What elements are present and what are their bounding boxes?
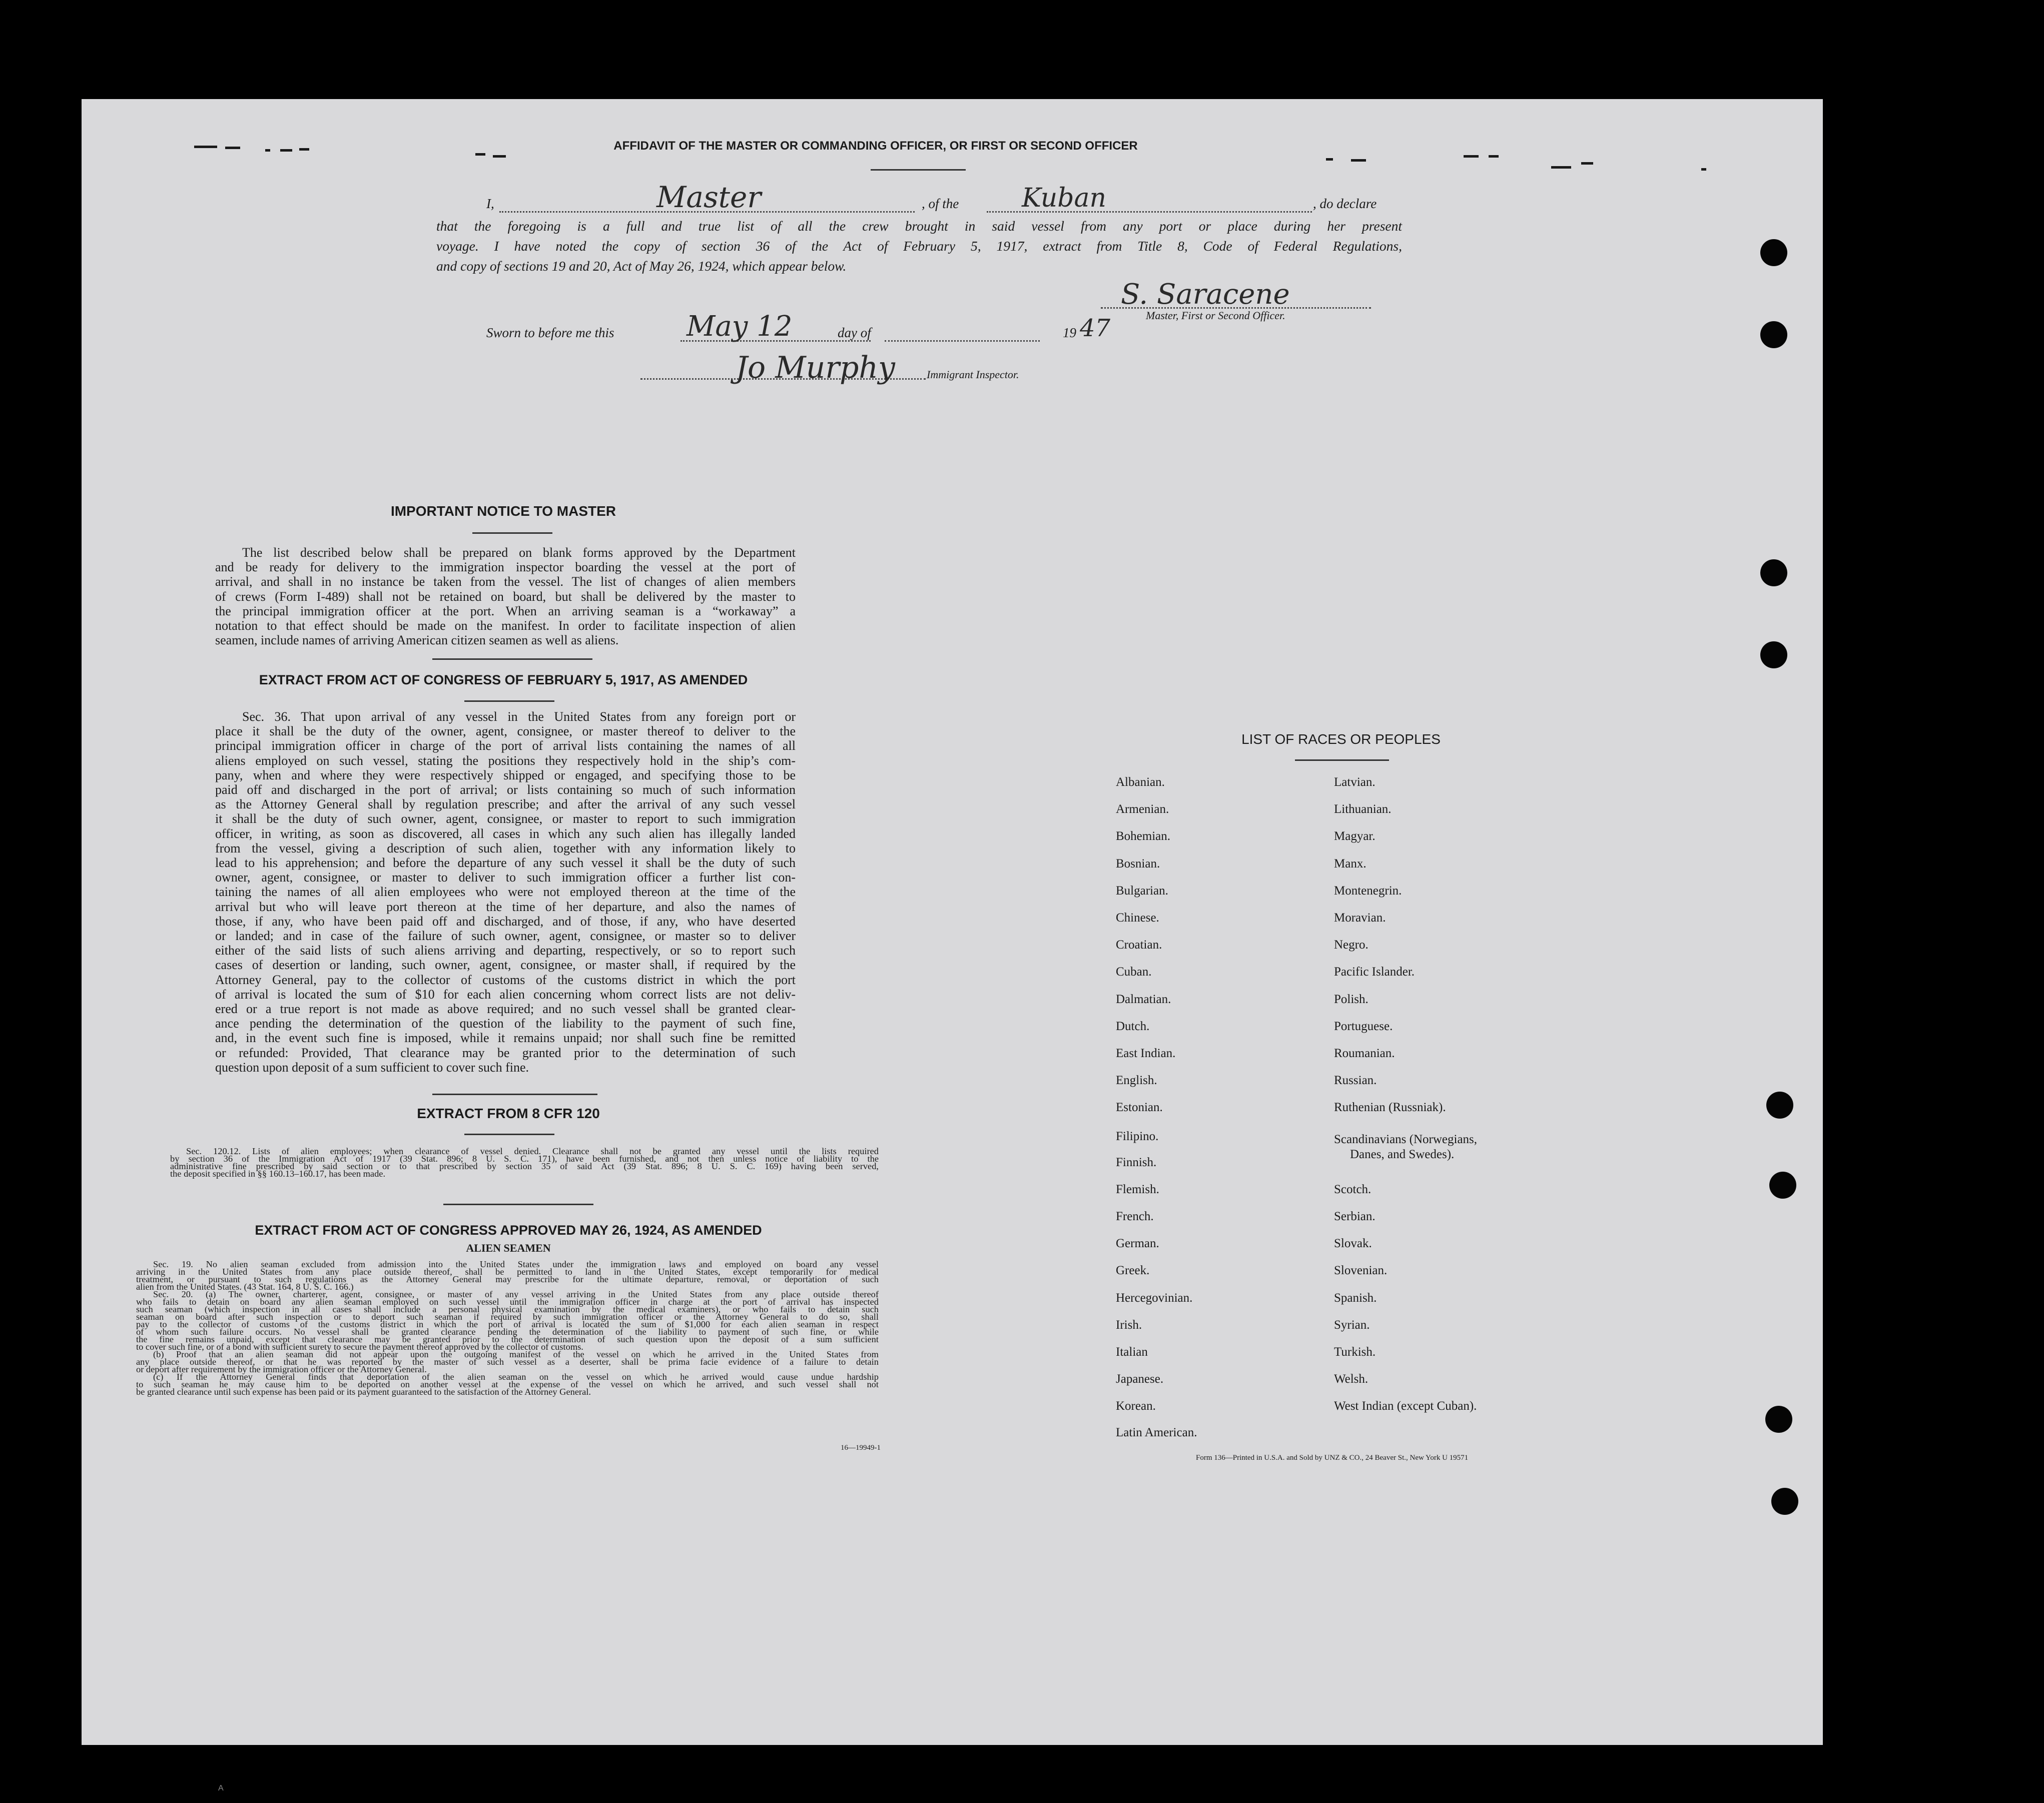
affidavit-body: that the foregoing is a full and true list of all the crew brought in said vessel from any port or place during her present voyage. I have noted the copy of section 36 of the Act of February 5, 1917, extract from Title 8, Code of Federal Regulations, and copy of sections 19 and 20, Act of May 26, 1924, which appear below.	[436, 218, 1402, 274]
sworn-line: Sworn to before me this May 12 day of 19 47	[486, 310, 1111, 343]
list-item: Estonian.	[1116, 1101, 1163, 1114]
list-item: Latvian.	[1334, 775, 1376, 789]
punch-hole	[1760, 559, 1787, 586]
list-item: Montenegrin.	[1334, 884, 1402, 897]
punch-hole	[1765, 1406, 1792, 1433]
list-item: Russian.	[1334, 1074, 1377, 1087]
filled-year: 47	[1080, 314, 1111, 342]
list-item: West Indian (except Cuban).	[1334, 1399, 1477, 1413]
list-item: Scotch.	[1334, 1183, 1372, 1196]
list-item: Magyar.	[1334, 829, 1376, 843]
of-the-label: , of the	[922, 196, 959, 211]
signature-caption: Master, First or Second Officer.	[1146, 309, 1285, 322]
extract-1924-subheading: ALIEN SEAMEN	[466, 1242, 551, 1254]
punch-hole	[1760, 641, 1787, 668]
list-item: Welsh.	[1334, 1372, 1369, 1386]
list-item: Dalmatian.	[1116, 993, 1171, 1006]
extract-cfr-heading: EXTRACT FROM 8 CFR 120	[417, 1106, 600, 1121]
extract-1917-heading: EXTRACT FROM ACT OF CONGRESS OF FEBRUARY 5, 1917, AS AMENDED	[259, 672, 748, 687]
list-item: Portuguese.	[1334, 1020, 1393, 1033]
list-item: Roumanian.	[1334, 1047, 1395, 1060]
list-item: Flemish.	[1116, 1183, 1159, 1196]
list-item: Cuban.	[1116, 965, 1152, 979]
list-item: Bosnian.	[1116, 857, 1160, 870]
list-item: Moravian.	[1334, 911, 1386, 925]
affidavit-declaration	[486, 180, 1402, 218]
list-item: Armenian.	[1116, 802, 1169, 816]
list-item: Manx.	[1334, 857, 1367, 870]
notice-text: The list described below shall be prepared on blank forms approved by the Department and be ready for delivery to the immigration inspector boarding the vessel at the port of arrival, and shall in no instance be taken from the vessel. The list of changes of alien members of crews (Form I-489) shall not be retained on board, but shall be delivered by the master to the principal immigration officer at the port. When an arriving seaman is a “workaway” a notation to that effect should be made on the manifest. In order to facilitate inspection of alien seamen, include names of arriving American citizen seamen as well as aliens.	[215, 545, 796, 648]
list-item: Negro.	[1334, 938, 1369, 952]
punch-hole	[1769, 1172, 1796, 1199]
list-item: Lithuanian.	[1334, 802, 1392, 816]
list-item: Hercegovinian.	[1116, 1291, 1193, 1305]
list-item: Syrian.	[1334, 1318, 1370, 1332]
affidavit-heading: AFFIDAVIT OF THE MASTER OR COMMANDING OFFICER, OR FIRST OR SECOND OFFICER	[613, 139, 1138, 153]
punch-hole	[1760, 321, 1787, 348]
list-item: Serbian.	[1334, 1210, 1376, 1223]
races-heading: LIST OF RACES OR PEOPLES	[1241, 731, 1441, 747]
list-item: Danes, and Swedes).	[1350, 1148, 1455, 1161]
extract-1924-heading: EXTRACT FROM ACT OF CONGRESS APPROVED MAY 26, 1924, AS AMENDED	[255, 1223, 762, 1238]
list-item: Dutch.	[1116, 1020, 1150, 1033]
list-item: Slovenian.	[1334, 1264, 1388, 1277]
list-item: Scandinavians (Norwegians,	[1334, 1133, 1478, 1146]
list-item: Korean.	[1116, 1399, 1156, 1413]
do-declare-label: , do declare	[1313, 196, 1377, 211]
extract-1917-text: Sec. 36. That upon arrival of any vessel in the United States from any foreign port or place it shall be the duty of the owner, agent, consignee, or master thereof to deliver to the principal immigration officer in charge of the port of arrival lists containing the names of all aliens employed on such vessel, stating the positions they respectively hold in the ship’s com- pany, when and where they were respectively shipped or engaged, and specifying those to be paid off and discharged in the port of arrival; or lists containing so much of such information as the Attorney General shall by regulation prescribe; and after the arrival of any such vessel it shall be the duty of such owner, agent, consignee, or master to report to such immigration officer, in writing, as soon as discovered, all cases in which any such alien has illegally landed from the vessel, giving a description of such alien, together with any information likely to lead to his apprehension; and before the departure of any such vessel it shall be the duty of such owner, agent, consignee, or master to deliver to such immigration officer a further list con- taining the names of all alien employees who were not employed thereon at the time of the arrival but who will leave port thereon at the time of her departure, and also the names of those, if any, who have been paid off and discharged, and of those, if any, who have deserted or landed; and in case of the failure of such owner, agent, consignee, or master so to deliver either of the said lists of such aliens arriving and departing, respectively, or so to report such cases of desertion or landing, such owner, agent, consignee, or master shall, if required by the Attorney General, pay to the collector of customs of the customs district in which the port of arrival is located the sum of $10 for each alien concerning whom correct lists are not deliv- ered or a true report is not made as above required; and no such vessel shall be granted clear- ance pending the determination of the question of the liability to the payment of such fine, and, in the event such fine is imposed, while it remains unpaid; nor shall such fine be remitted or refunded: Provided, That clearance may be granted prior to the determination of such question upon deposit of a sum sufficient to cover such fine.	[215, 709, 796, 1075]
printer-imprint: Form 136—Printed in U.S.A. and Sold by UNZ & CO., 24 Beaver St., New York U 19571	[1196, 1454, 1469, 1462]
print-code: 16—19949-1	[841, 1444, 881, 1452]
list-item: Croatian.	[1116, 938, 1162, 952]
inspector-signature: Jo Murphy	[736, 350, 895, 385]
master-signature: S. Saracene	[1121, 278, 1290, 311]
list-item: Albanian.	[1116, 775, 1165, 789]
list-item: Japanese.	[1116, 1372, 1164, 1386]
notice-heading: IMPORTANT NOTICE TO MASTER	[390, 503, 616, 519]
filled-name: Master	[656, 180, 762, 214]
affidavit-i: I,	[486, 196, 494, 211]
list-item: Bulgarian.	[1116, 884, 1168, 897]
list-item: English.	[1116, 1074, 1157, 1087]
punch-hole	[1760, 239, 1787, 266]
list-item: Polish.	[1334, 993, 1369, 1006]
list-item: Chinese.	[1116, 911, 1159, 925]
list-item: East Indian.	[1116, 1047, 1176, 1060]
punch-hole	[1771, 1488, 1798, 1515]
list-item: Filipino.	[1116, 1130, 1159, 1143]
extract-cfr-text: Sec. 120.12. Lists of alien employees; when clearance of vessel denied. Clearance shall not be granted any vessel until the lists required by section 36 of the Immigration Act of 1917 (39 Stat. 896; 8 U. S. C. 171), have been furnished, and not then unless notice of liability to the administrative fine prescribed by said section or to that prescribed by section 35 of said Act (39 Stat. 896; 8 U. S. C. 169) having been served, the deposit specified in §§ 160.13–160.17, has been made.	[170, 1146, 879, 1179]
list-item: Irish.	[1116, 1318, 1142, 1332]
list-item: Slovak.	[1334, 1237, 1372, 1250]
list-item: Turkish.	[1334, 1345, 1376, 1359]
list-item: Pacific Islander.	[1334, 965, 1415, 979]
list-item: German.	[1116, 1237, 1159, 1250]
inspector-caption: Immigrant Inspector.	[927, 368, 1019, 381]
list-item: Finnish.	[1116, 1156, 1157, 1169]
corner-mark: A	[218, 1784, 224, 1792]
list-item: Latin American.	[1116, 1426, 1197, 1439]
punch-hole	[1766, 1092, 1793, 1119]
filled-date: May 12	[687, 310, 793, 343]
list-item: Greek.	[1116, 1264, 1150, 1277]
list-item: Italian	[1116, 1345, 1148, 1359]
list-item: Bohemian.	[1116, 829, 1171, 843]
filled-vessel: Kuban	[1022, 183, 1106, 213]
list-item: French.	[1116, 1210, 1154, 1223]
list-item: Ruthenian (Russniak).	[1334, 1101, 1446, 1114]
list-item: Spanish.	[1334, 1291, 1377, 1305]
extract-1924-text: Sec. 19. No alien seaman excluded from admission into the United States under the immigration laws and employed on board any vessel arriving in the United States from any place outside thereof, shall be permitted to land in the United States, except temporarily for medical treatment, or pursuant to such regulations as the Attorney General may prescribe for the ultimate departure, removal, or deportation of such alien from the United States. (43 Stat. 164, 8 U. S. C. 166.) Sec. 20. (a) The owner, charterer, agent, consignee, or master of any vessel arriving in the United States from any place outside thereof who fails to detain on board any alien seaman employed on such vessel until the immigration officer in charge at the port of arrival has inspected such seaman (which inspection in all cases shall include a personal physical examination by the medical examiners), or who fails to detain such seaman on board after such inspection or to deport such seaman if required by such immigration officer or the Attorney General to do so, shall pay to the collector of customs of the customs district in which the port of arrival is located the sum of $1,000 for each alien seaman in respect of whom such failure occurs. No vessel shall be granted clearance pending the determination of the liability to payment of such fine, or while the fine remains unpaid, except that clearance may be granted prior to the determination of such question upon the deposit of a sum sufficient to cover such fine, or of a bond with sufficient surety to secure the payment thereof approved by the collector of customs. (b) Proof that an alien seaman did not appear upon the outgoing manifest of the vessel on which he arrived in the United States from any place outside thereof, or that he was reported by the master of such vessel as a deserter, shall be prima facie evidence of a failure to detain or deport after requirement by the immigration officer or the Attorney General. (c) If the Attorney General finds that deportation of the alien seaman on the vessel on which he arrived would cause undue hardship to such seaman he may cause him to be deported on another vessel at the expense of the vessel on which he arrived, and such vessel shall not be granted clearance until such expense has been paid or its payment guaranteed to the satisfaction of the Attorney General.	[136, 1259, 879, 1397]
